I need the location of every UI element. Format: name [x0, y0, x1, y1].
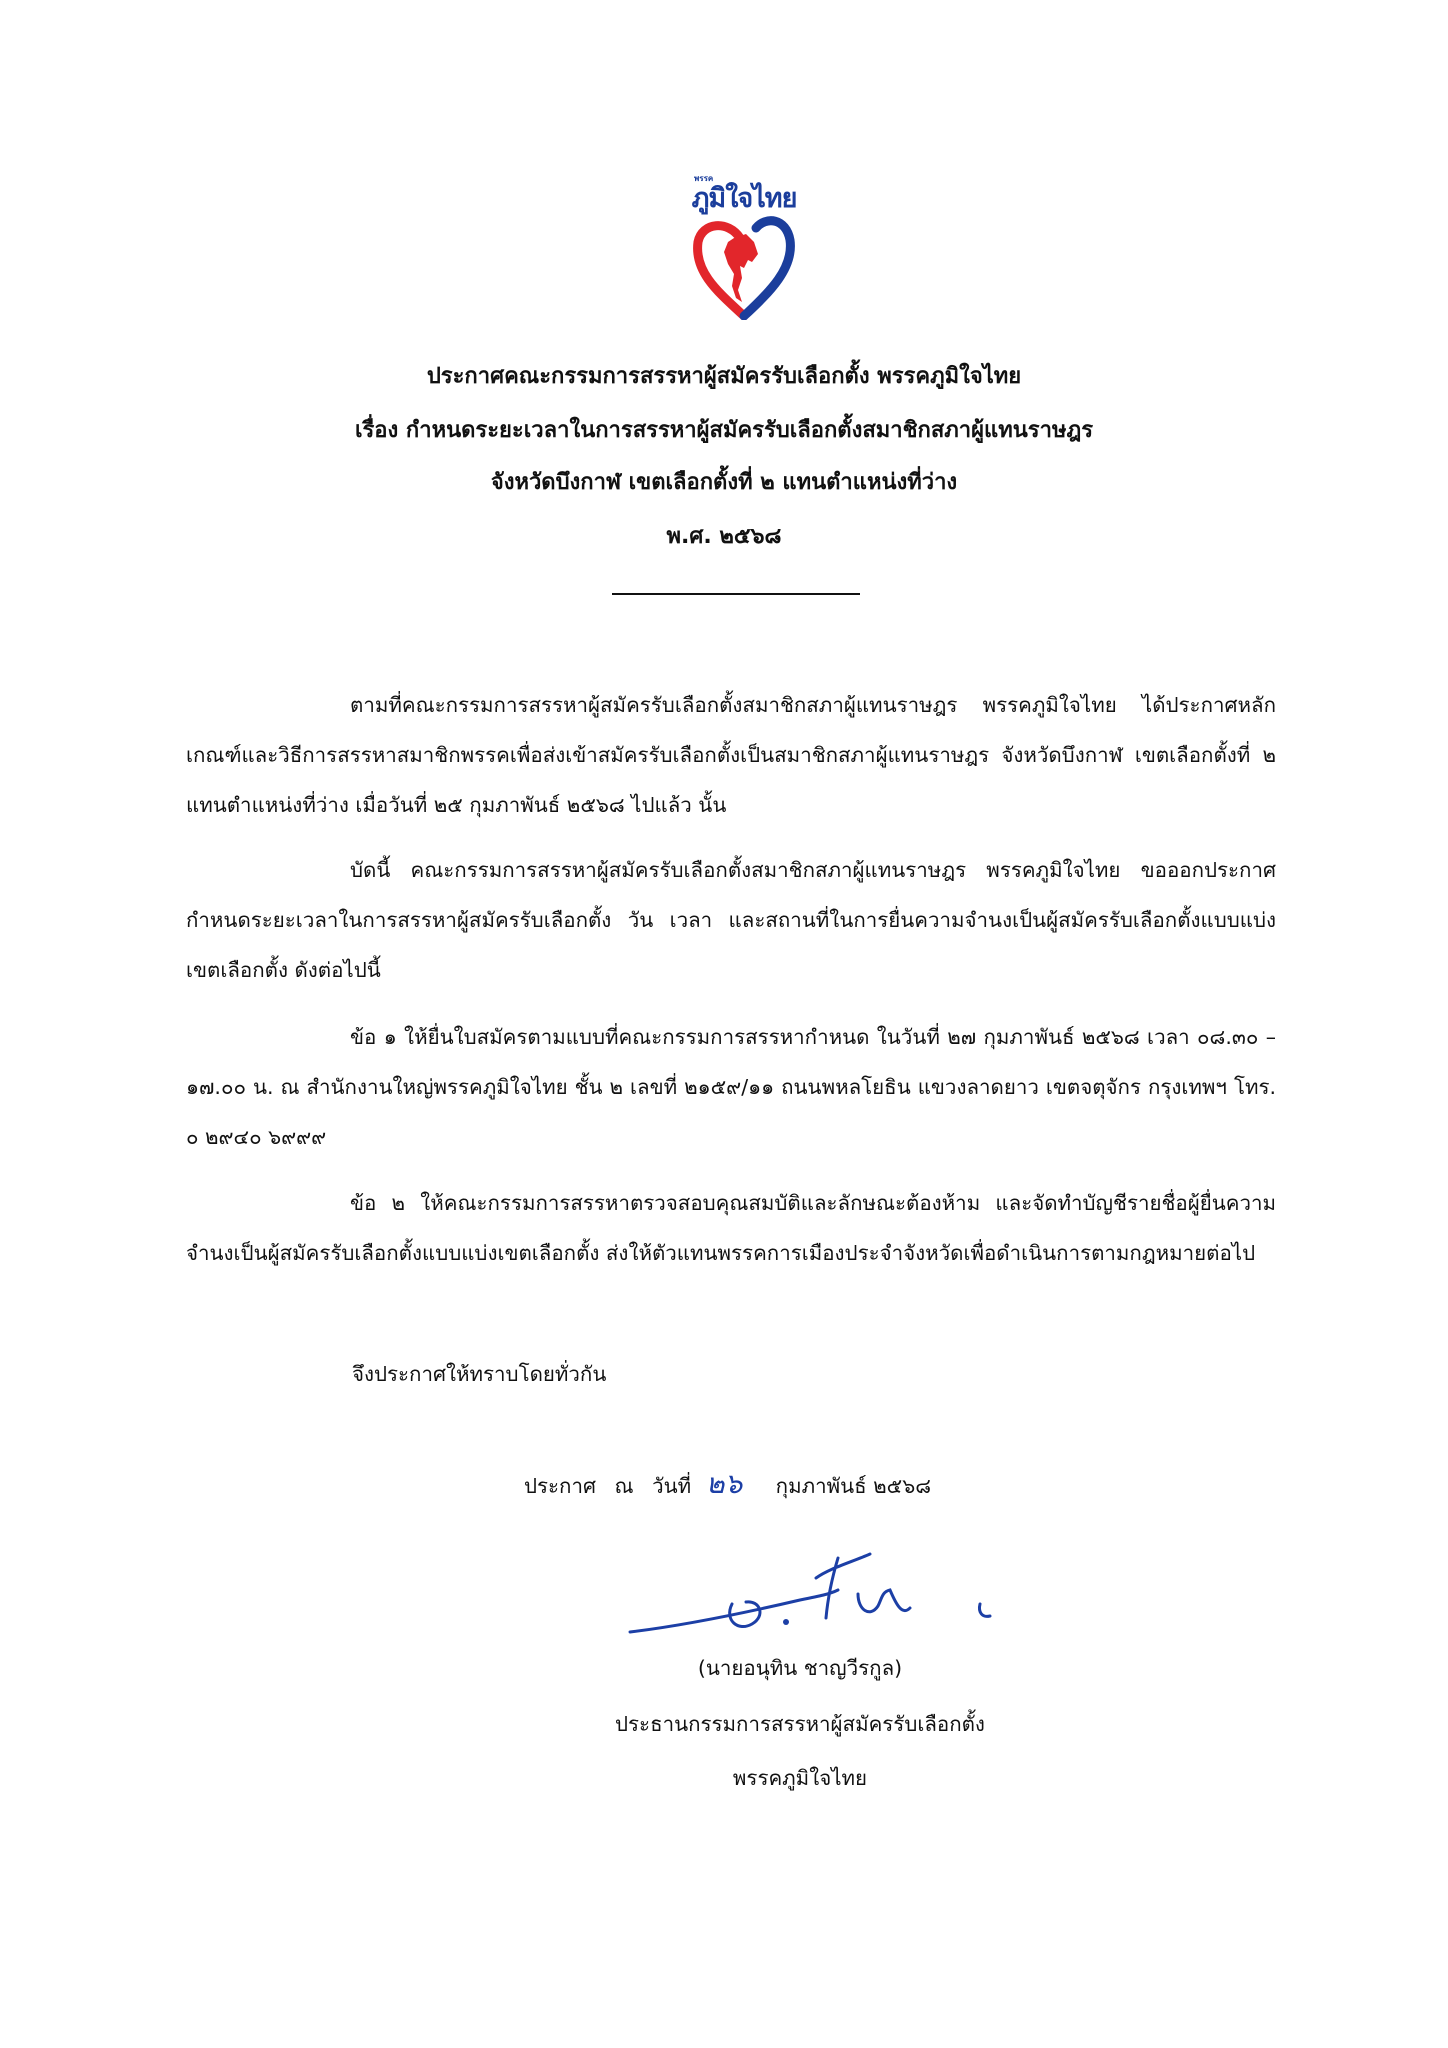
paragraph-announcement: บัดนี้ คณะกรรมการสรรหาผู้สมัครรับเลือกตั้งสมาชิกสภาผู้แทนราษฎร พรรคภูมิใจไทย ขอออกประกาศกำหนดระยะเวลาในการสรรหาผู้สมัครรับเลือกตั้ง วัน เวลา และสถานที่ในการยื่นความจำนงเป็นผู้สมัครรับเลือกตั้งแบบแบ่งเขตเลือกตั้ง ดังต่อไปนี้: [186, 858, 1276, 982]
handwritten-day: ๒๖: [706, 1467, 743, 1500]
signatory-title: ประธานกรรมการสรรหาผู้สมัครรับเลือกตั้ง: [615, 1712, 985, 1736]
paragraph-background: ตามที่คณะกรรมการสรรหาผู้สมัครรับเลือกตั้งสมาชิกสภาผู้แทนราษฎร พรรคภูมิใจไทย ได้ประกาศหลักเกณฑ์และวิธีการสรรหาสมาชิกพรรคเพื่อส่งเข้าสมัครรับเลือกตั้งเป็นสมาชิกสภาผู้แทนราษฎร จังหวัดบึงกาฬ เขตเลือกตั้งที่ ๒ แทนตำแหน่งที่ว่าง เมื่อวันที่ ๒๕ กุมภาพันธ์ ๒๕๖๘ ไปแล้ว นั้น: [186, 693, 1276, 817]
signatory-name: (นายอนุทิน ชาญวีรกูล): [697, 1656, 903, 1680]
logo-small-text: พรรค: [694, 174, 714, 183]
announcement-subject: เรื่อง กำหนดระยะเวลาในการสรรหาผู้สมัครรับเลือกตั้งสมาชิกสภาผู้แทนราษฎร: [354, 418, 1094, 443]
conclusion-text: จึงประกาศให้ทราบโดยทั่วกัน: [352, 1362, 607, 1386]
announcement-year: พ.ศ. ๒๕๖๘: [666, 524, 782, 549]
date-month-year: กุมภาพันธ์ ๒๕๖๘: [775, 1474, 932, 1498]
signatory-party: พรรคภูมิใจไทย: [732, 1766, 868, 1790]
date-at: ณ: [614, 1474, 634, 1498]
heading-divider: [612, 593, 860, 595]
date-day-label: วันที่: [652, 1474, 692, 1498]
paragraph-clause-1: ข้อ ๑ ให้ยื่นใบสมัครตามแบบที่คณะกรรมการสรรหากำหนด ในวันที่ ๒๗ กุมภาพันธ์ ๒๕๖๘ เวลา ๐๘.๓๐ – ๑๗.๐๐ น. ณ สำนักงานใหญ่พรรคภูมิใจไทย ชั้น ๒ เลขที่ ๒๑๕๙/๑๑ ถนนพหลโยธิน แขวงลาดยาว เขตจตุจักร กรุงเทพฯ โทร. ๐ ๒๙๔๐ ๖๙๙๙: [186, 1025, 1276, 1149]
announcement-date: [524, 1462, 931, 1506]
announcement-title: ประกาศคณะกรรมการสรรหาผู้สมัครรับเลือกตั้ง พรรคภูมิใจไทย: [426, 364, 1022, 389]
handwritten-signature: [620, 1534, 1020, 1644]
heart-map-icon: [688, 212, 800, 320]
paragraph-clause-2: ข้อ ๒ ให้คณะกรรมการสรรหาตรวจสอบคุณสมบัติและลักษณะต้องห้าม และจัดทำบัญชีรายชื่อผู้ยื่นความจำนงเป็นผู้สมัครรับเลือกตั้งแบบแบ่งเขตเลือกตั้ง ส่งให้ตัวแทนพรรคการเมืองประจำจังหวัดเพื่อดำเนินการตามกฎหมายต่อไป: [186, 1191, 1276, 1265]
party-logo: [688, 176, 800, 320]
logo-name: ภูมิใจไทย: [691, 183, 797, 214]
announcement-district: จังหวัดบึงกาฬ เขตเลือกตั้งที่ ๒ แทนตำแหน่งที่ว่าง: [490, 470, 958, 495]
date-prefix: ประกาศ: [524, 1474, 596, 1498]
